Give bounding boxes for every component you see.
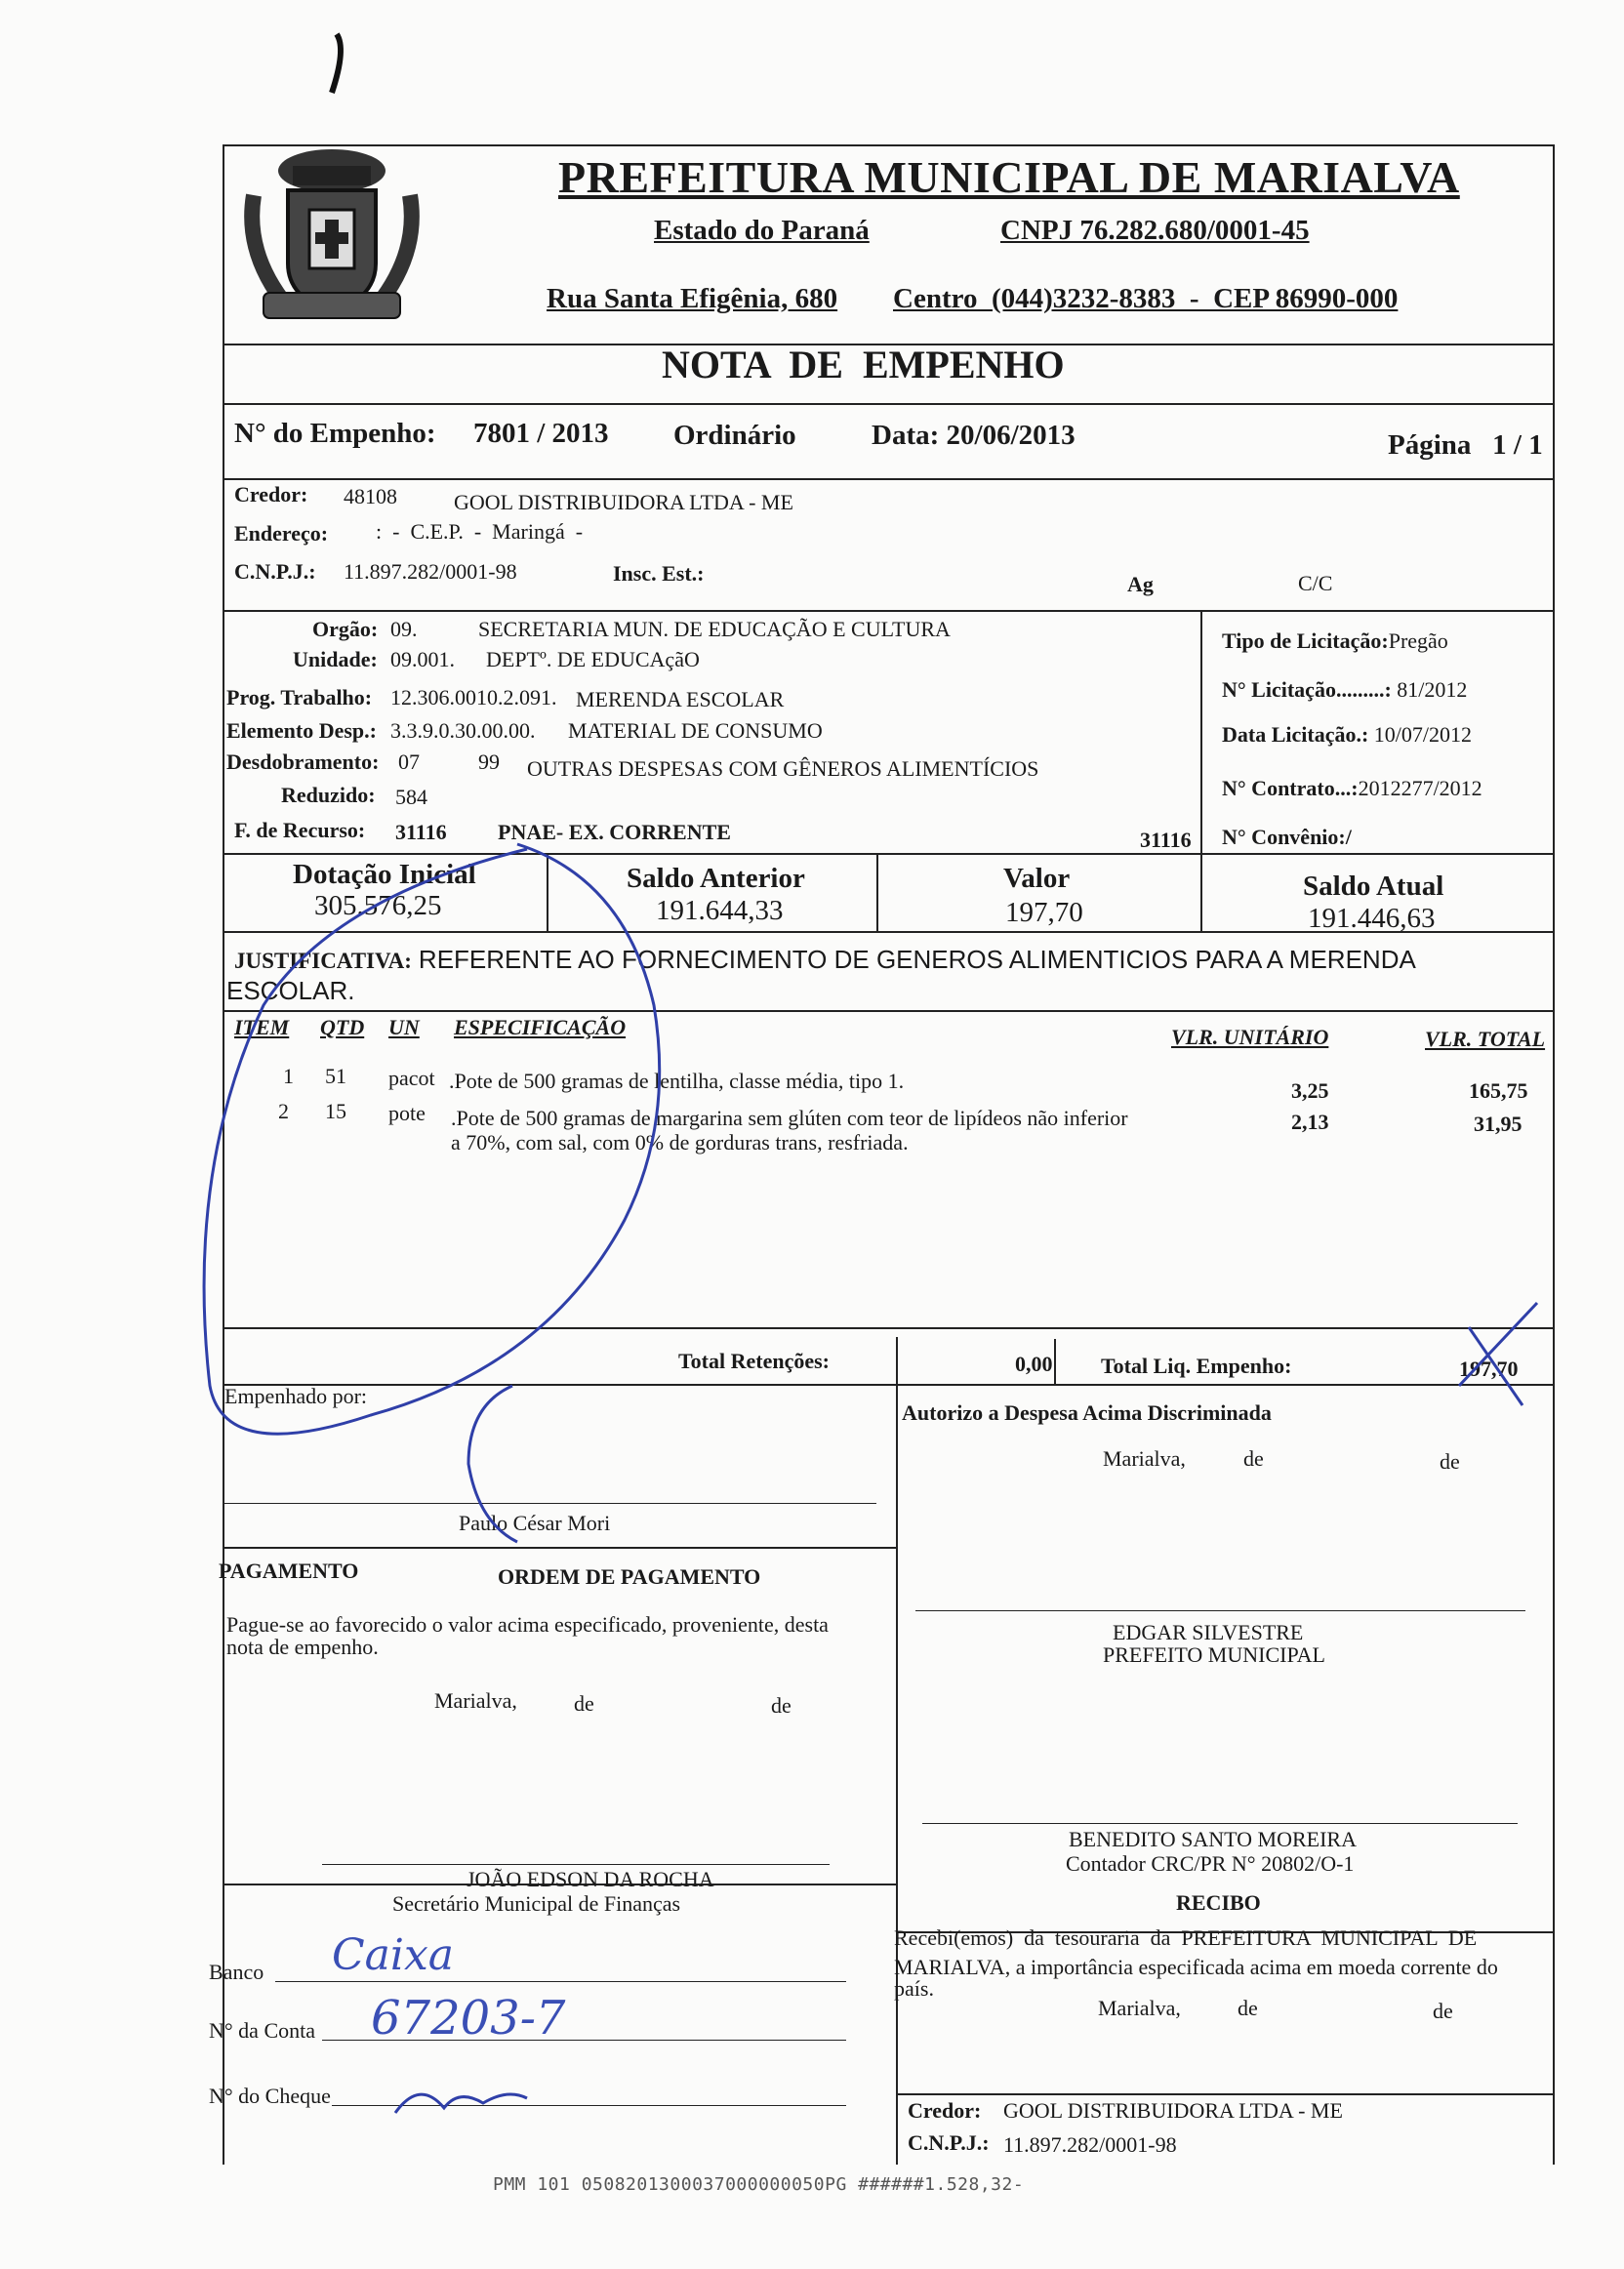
contador-name: BENEDITO SANTO MOREIRA: [1069, 1827, 1357, 1851]
col-vlr-unitario: VLR. UNITÁRIO: [1171, 1025, 1329, 1049]
desdobramento-name: OUTRAS DESPESAS COM GÊNEROS ALIMENTÍCIOS: [527, 756, 1039, 781]
secretario-name: JOÃO EDSON DA ROCHA: [467, 1867, 714, 1891]
endereco-label: Endereço:: [234, 521, 329, 546]
tipo-licitacao-value: Pregão: [1388, 628, 1448, 653]
unidade-label: Unidade:: [293, 647, 378, 671]
banco-label: Banco: [209, 1960, 264, 1984]
recurso-code: 31116: [395, 820, 447, 844]
col-item: ITEM: [234, 1015, 290, 1039]
pagamento-label: PAGAMENTO: [219, 1559, 359, 1583]
elemento-code: 3.3.9.0.30.00.00.: [390, 718, 536, 743]
contrato-value: 2012277/2012: [1358, 776, 1482, 800]
total-retencoes-label: Total Retenções:: [678, 1349, 830, 1373]
pagamento-text-line1: Pague-se ao favorecido o valor acima especificado, proveniente, desta: [226, 1612, 829, 1637]
recurso-label: F. de Recurso:: [234, 818, 366, 842]
credor-name: GOOL DISTRIBUIDORA LTDA - ME: [454, 490, 793, 514]
justificativa-line1: REFERENTE AO FORNECIMENTO DE GENEROS ALIMENTICIOS PARA A MERENDA: [418, 945, 1416, 974]
total-liq-label: Total Liq. Empenho:: [1101, 1354, 1292, 1378]
autorizo-place: Marialva,: [1103, 1446, 1186, 1471]
prefeitura-title: PREFEITURA MUNICIPAL DE MARIALVA: [558, 152, 1460, 202]
item-especificacao-cont: a 70%, com sal, com 0% de gorduras trans, resfriada.: [451, 1130, 909, 1155]
secretario-role: Secretário Municipal de Finanças: [392, 1891, 681, 1916]
recibo-text-line2: MARIALVA, a importância especificada acima em moeda corrente do: [894, 1955, 1498, 1979]
orgao-name: SECRETARIA MUN. DE EDUCAÇÃO E CULTURA: [478, 617, 951, 641]
cnpj-credor-label: C.N.P.J.:: [234, 559, 316, 584]
item-number: 1: [283, 1064, 294, 1088]
autorizo-de2: de: [1440, 1449, 1460, 1474]
reduzido-label: Reduzido:: [281, 783, 376, 807]
valor-label: Valor: [1003, 863, 1071, 894]
data-licitacao-label: Data Licitação.:: [1222, 722, 1369, 747]
empenho-date: Data: 20/06/2013: [872, 420, 1076, 451]
unidade-name: DEPTº. DE EDUCAçãO: [486, 647, 700, 671]
recibo-text-line1: Recebi(emos) da tesouraria da PREFEITURA MUNICIPAL DE: [894, 1925, 1478, 1950]
saldo-anterior-value: 191.644,33: [656, 895, 784, 926]
conta-label: N° da Conta: [209, 2018, 316, 2043]
address-label: Rua Santa Efigênia, 680: [547, 283, 838, 314]
item-number: 2: [278, 1099, 289, 1123]
cheque-label: N° do Cheque: [209, 2084, 331, 2108]
pen-loop-signature: [204, 844, 660, 1434]
cnpj-label: CNPJ 76.282.680/0001-45: [1000, 215, 1310, 246]
saldo-atual-label: Saldo Atual: [1303, 871, 1444, 902]
conta-handwriting: 67203-7: [371, 1991, 566, 2046]
recibo-title: RECIBO: [1176, 1890, 1261, 1915]
item-un: pote: [388, 1101, 426, 1125]
orgao-label: Orgão:: [312, 617, 379, 641]
credor-code: 48108: [344, 484, 397, 508]
autorizo-de1: de: [1243, 1446, 1264, 1471]
col-vlr-total: VLR. TOTAL: [1425, 1027, 1546, 1051]
empenho-number-label: N° do Empenho:: [234, 418, 436, 449]
tipo-licitacao-label: Tipo de Licitação:: [1222, 628, 1389, 653]
desdobramento-label: Desdobramento:: [226, 750, 380, 774]
contador-role: Contador CRC/PR N° 20802/O-1: [1066, 1851, 1355, 1876]
prog-trabalho-code: 12.306.0010.2.091.: [390, 685, 557, 709]
data-licitacao-value: 10/07/2012: [1373, 722, 1473, 747]
valor-value: 197,70: [1005, 897, 1083, 928]
total-retencoes-value: 0,00: [1015, 1352, 1053, 1376]
desdobramento-code2: 99: [478, 750, 500, 774]
contrato-label: N° Contrato...:: [1222, 776, 1359, 800]
banco-handwriting: Caixa: [332, 1930, 455, 1980]
recurso-name: PNAE- EX. CORRENTE: [498, 820, 731, 844]
dotacao-inicial-value: 305.576,25: [314, 890, 442, 921]
justificativa-line2: ESCOLAR.: [226, 976, 355, 1005]
pagamento-de1: de: [574, 1691, 594, 1716]
recibo-credor-label: Credor:: [908, 2098, 982, 2123]
item-qtd: 15: [325, 1099, 346, 1123]
dotacao-inicial-label: Dotação Inicial: [293, 859, 476, 890]
credor-label: Credor:: [234, 482, 308, 506]
document-title: NOTA DE EMPENHO: [662, 343, 1065, 386]
empenho-type: Ordinário: [673, 420, 796, 451]
col-qtd: QTD: [320, 1015, 365, 1039]
saldo-anterior-label: Saldo Anterior: [627, 863, 805, 894]
recibo-text-line3: país.: [894, 1976, 934, 2001]
desdobramento-code1: 07: [398, 750, 420, 774]
justificativa-label: JUSTIFICATIVA:: [234, 949, 412, 973]
prefeito-role: PREFEITO MUNICIPAL: [1103, 1642, 1325, 1667]
pagamento-text-line2: nota de empenho.: [226, 1635, 379, 1659]
item-vlr-unitario: 2,13: [1291, 1110, 1329, 1134]
col-especificacao: ESPECIFICAÇÃO: [454, 1015, 627, 1039]
pagamento-place: Marialva,: [434, 1688, 517, 1713]
recibo-de2: de: [1433, 1999, 1453, 2023]
convenio-label: N° Convênio:/: [1222, 825, 1352, 849]
pagamento-de2: de: [771, 1693, 792, 1718]
saldo-atual-value: 191.446,63: [1308, 903, 1436, 934]
pen-curve-mark: [468, 1386, 517, 1542]
recibo-place: Marialva,: [1098, 1996, 1181, 2020]
item-vlr-total: 165,75: [1469, 1078, 1528, 1103]
footer-code: PMM 101 0508201300037000000050PG ######1.528,32-: [493, 2174, 1025, 2195]
recibo-cnpj-value: 11.897.282/0001-98: [1003, 2132, 1177, 2157]
orgao-code: 09.: [390, 617, 418, 641]
empenhado-label: Empenhado por:: [224, 1384, 368, 1408]
ag-label: Ag: [1127, 572, 1154, 596]
unidade-code: 09.001.: [390, 647, 455, 671]
prefeito-name: EDGAR SILVESTRE: [1113, 1620, 1304, 1644]
prog-trabalho-name: MERENDA ESCOLAR: [576, 687, 785, 711]
reduzido-value: 584: [395, 785, 427, 809]
ordem-pagamento-label: ORDEM DE PAGAMENTO: [498, 1564, 761, 1589]
cc-label: C/C: [1298, 571, 1333, 595]
prog-trabalho-label: Prog. Trabalho:: [226, 685, 373, 709]
elemento-label: Elemento Desp.:: [226, 718, 377, 743]
numero-licitacao-label: N° Licitação.........:: [1222, 677, 1392, 702]
top-ink-mark: [332, 34, 341, 93]
district-phone-label: Centro (044)3232-8383 - CEP 86990-000: [893, 283, 1399, 314]
item-vlr-total: 31,95: [1474, 1112, 1522, 1136]
insc-est-label: Insc. Est.:: [613, 561, 705, 586]
item-especificacao: .Pote de 500 gramas de margarina sem glúten com teor de lipídeos não inferior: [451, 1106, 1128, 1130]
recibo-de1: de: [1238, 1996, 1258, 2020]
state-label: Estado do Paraná: [654, 215, 870, 246]
recibo-credor-value: GOOL DISTRIBUIDORA LTDA - ME: [1003, 2098, 1343, 2123]
col-un: UN: [388, 1015, 420, 1039]
endereco-value: : - C.E.P. - Maringá -: [376, 519, 584, 544]
item-especificacao: .Pote de 500 gramas de lentilha, classe média, tipo 1.: [449, 1069, 905, 1093]
recurso-code-right: 31116: [1140, 828, 1192, 852]
pen-check-mark: [1459, 1303, 1537, 1405]
autorizo-label: Autorizo a Despesa Acima Discriminada: [902, 1400, 1272, 1425]
cheque-signature: [395, 2094, 527, 2113]
empenhado-name: Paulo César Mori: [459, 1511, 611, 1535]
cnpj-credor-value: 11.897.282/0001-98: [344, 559, 517, 584]
page-indicator: Página 1 / 1: [1388, 429, 1543, 461]
empenho-number: 7801 / 2013: [473, 418, 609, 449]
item-vlr-unitario: 3,25: [1291, 1078, 1329, 1103]
numero-licitacao-value: 81/2012: [1397, 677, 1468, 702]
item-qtd: 51: [325, 1064, 346, 1088]
total-liq-value: 197,70: [1459, 1357, 1519, 1381]
recibo-cnpj-label: C.N.P.J.:: [908, 2130, 990, 2155]
item-un: pacot: [388, 1066, 435, 1090]
elemento-name: MATERIAL DE CONSUMO: [568, 718, 823, 743]
